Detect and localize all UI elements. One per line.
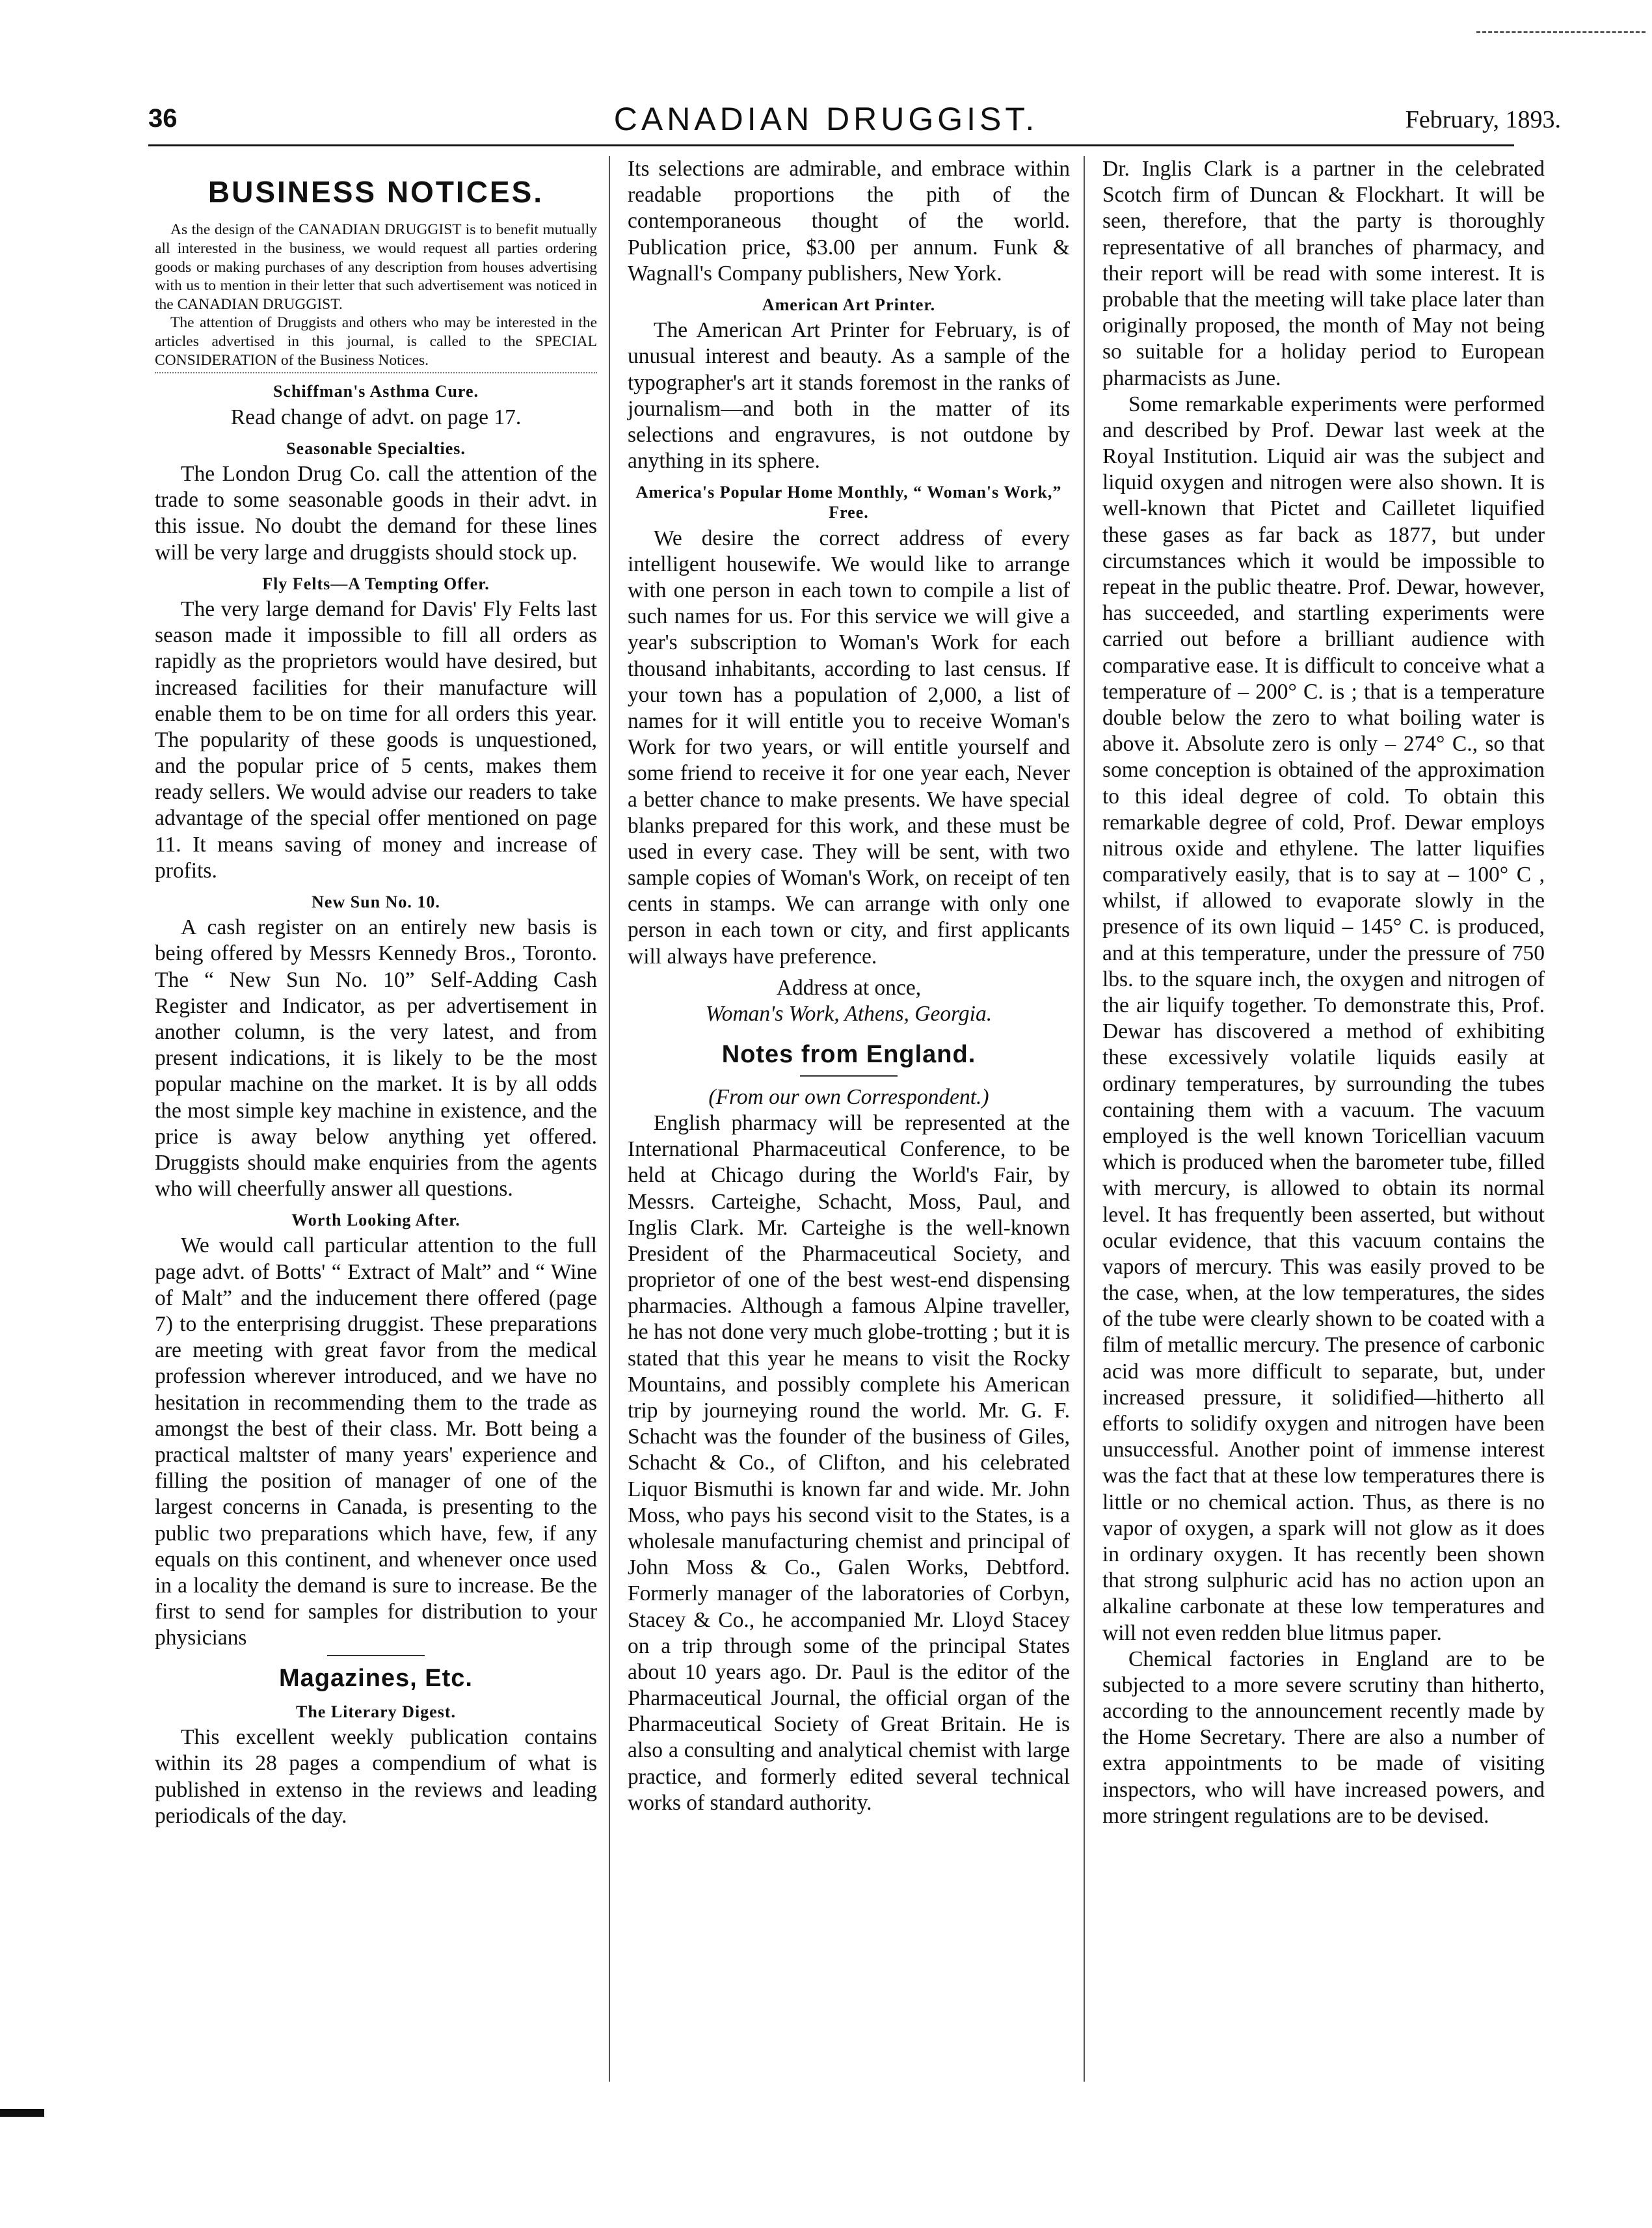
item-text: Its selections are admirable, and embrace within readable proportions the pith of the contemporaneous thought of the world. Publication price, $3.00 per annum. Funk & Wagnall's Company publishers, New York. (628, 157, 1070, 286)
page-number: 36 (148, 104, 178, 133)
article-paragraph: Some remarkable experiments were performed and described by Prof. Dewar last week at the Royal Institution. Liquid air was the subject and liquid oxygen and nitrogen were also shown. It is well-known that Pictet and Cailletet liquified these gases as far back as 1877, but under circumstances which it would be impossible to repeat in the public theatre. Prof. Dewar, however, has succeeded, and startling experiments were carried out before a brilliant audience with comparative ease. It is difficult to conceive what a temperature of – 200° C. is ; that is a temperature double below the zero to what boiling water is above it. Absolute zero is only – 274° C., so that some conception is obtained of the approximation to this ideal degree of cold. To obtain this remarkable degree of cold, Prof. Dewar employs nitrous oxide and ethylene. The latter liquifies comparatively easily, that is to say at – 100° C , whilst, if allowed to evaporate slowly in the presence of its own liquid – 145° C. is produced, and at this temperature, under the pressure of 750 lbs. to the square inch, the oxygen and nitrogen of the air liquify together. To demonstrate this, Prof. Dewar has discovered a method of exhibiting these excessively volatile liquids easily at ordinary temperatures, by surrounding the tubes containing them with a vacuum. The vacuum employed is the well known Toricellian vacuum which is produced when the barometer tube, filled with mercury, is allowed to obtain its normal level. It has frequently been asserted, but without ocular evidence, that this vacuum contains the vapors of mercury. This was easily proved to be the case, when, at the low temperatures, the sides of the tube were clearly shown to be coated with a film of metallic mercury. The presence of carbonic acid was more difficult to separate, but, under increased pressure, it solidified—hitherto all efforts to solidify oxygen and nitrogen have been unsuccessful. Another point of immense interest was the fact that at these low temperatures there is little or no chemical action. Thus, as there is no vapor of oxygen, a spark will not glow as it does in ordinary oxygen. It has recently been shown that strong sulphuric acid has no action upon an alkaline carbonate at these low temperatures and will not even redden blue litmus paper. (1102, 392, 1545, 1645)
byline: (From our own Correspondent.) (708, 1084, 989, 1109)
item-title: New Sun No. 10. (312, 893, 440, 911)
notes-from-england-heading: Notes from England. (721, 1041, 976, 1069)
item-text: We would call particular attention to the full page advt. of Botts' “ Extract of Malt” and “ Wine of Malt” and the inducement there offered (page 7) to the enterprising druggist. These preparations are meeting with great favor from the medical profession wherever introduced, and we have no hesitation in recommending them to the trade as amongst the best of their class. Mr. Bott being a practical maltster of many years' experience and filling the position of manager of one of the largest concerns in Canada, is presenting to the public two preparations which have, few, if any equals on this continent, and whenever once used in a locality the demand is sure to increase. Be the first to send for samples for distribution to your physicians (155, 1233, 597, 1650)
column-3 (1102, 156, 1545, 1829)
notice-paragraph: As the design of the CANADIAN DRUGGIST is to benefit mutually all interested in the business, we would request all parties ordering goods or making purchases of any description from houses advertising with us to mention in their letter that such advertisement was noticed in the CANADIAN DRUGGIST. (155, 221, 597, 313)
item-text: We desire the correct address of every intelligent housewife. We would like to arrange with one person in each town to compile a list of such names for us. For this service we will give a year's subscription to Woman's Work for each thousand inhabitants, according to last census. If your town has a population of 2,000, a list of names for it will entitle you to receive Woman's Work for two years, or will entitle yourself and some friend to receive it for one year each, Never a better chance to make presents. We have special blanks prepared for this work, and these must be used in every case. They will be sent, with two sample copies of Woman's Work, on receipt of ten cents in stamps. We can arrange with only one person in each town or city, and first applicants will always have preference. (628, 526, 1070, 969)
scan-edge-mark (1476, 31, 1645, 33)
address-line: Address at once, (776, 975, 922, 1000)
item-title: Schiffman's Asthma Cure. (273, 382, 479, 401)
item-text: The London Drug Co. call the attention of the trade to some seasonable goods in their advt. in this issue. No doubt the demand for these lines will be very large and druggists should stock up. (155, 462, 597, 565)
item-title: The Literary Digest. (295, 1702, 456, 1722)
item-title: Fly Felts—A Tempting Offer. (262, 574, 490, 593)
item-text: The American Art Printer for February, is of unusual interest and beauty. As a sample of the typographer's art it stands foremost in the ranks of journalism—and both in the matter of its selections and engravures, is not outdone by anything in its sphere. (628, 318, 1070, 474)
issue-date: February, 1893. (1405, 106, 1561, 133)
notice-paragraph: The attention of Druggists and others who may be interested in the articles advertised in this journal, is called to the SPECIAL CONSIDERATION of the Business Notices. (155, 314, 597, 369)
article-paragraph: English pharmacy will be represented at the International Pharmaceutical Conference, to be held at Chicago during the World's Fair, by Messrs. Carteighe, Schacht, Moss, Paul, and Inglis Clark. Mr. Carteighe is the well-known President of the Pharmaceutical Society, and proprietor of one of the best west-end dispensing pharmacies. Although a famous Alpine traveller, he has not done very much globe-trotting ; but it is stated that this year he means to visit the Rocky Mountains, and possibly complete his American trip by journeying round the world. Mr. G. F. Schacht was the founder of the business of Giles, Schacht & Co., of Clifton, and his celebrated Liquor Bismuthi is known far and wide. Mr. John Moss, who pays his second visit to the States, is a wholesale manufacturing chemist and principal of John Moss & Co., Galen Works, Debtford. Formerly manager of the laboratories of Corbyn, Stacey & Co., he accompanied Mr. Lloyd Stacey on a trip through some of the principal States about 10 years ago. Dr. Paul is the editor of the Pharmaceutical Journal, the official organ of the Pharmaceutical Society of Great Britain. He is also a consulting and analytical chemist with large practice, and formerly edited several technical works of standard authority. (628, 1110, 1070, 1815)
address-line: Woman's Work, Athens, Georgia. (705, 1002, 993, 1026)
masthead-title: CANADIAN DRUGGIST. (613, 101, 1039, 137)
article-paragraph: Dr. Inglis Clark is a partner in the celebrated Scotch firm of Duncan & Flockhart. It will be seen, therefore, that the party is thoroughly representative of all branches of pharmacy, and their report will be read with some interest. It is probable that the meeting will take place later than originally proposed, the month of May not being so suitable for a holiday period to European pharmacists as June. (1102, 157, 1545, 390)
item-title: Seasonable Specialties. (286, 438, 466, 458)
article-paragraph: Chemical factories in England are to be subjected to a more severe scrutiny than hitherto, according to the announcement recently made by the Home Secretary. There are also a number of extra appointments to be made of visiting inspectors, who will have increased powers, and more stringent regulations are to be devised. (1102, 1646, 1545, 1828)
section-rule (800, 1075, 898, 1077)
section-rule (327, 1655, 425, 1656)
item-text: Read change of advt. on page 17. (230, 405, 522, 429)
item-text: A cash register on an entirely new basis is being offered by Messrs Kennedy Bros., Toronto. The “ New Sun No. 10” Self-Adding Cash Register and Indicator, as per advertisement in another column, is the very latest, and from present indications, it is likely to be the most popular machine on the market. It is by all odds the most simple key machine in existence, and the price is away below anything yet offered. Druggists should make enquiries from the agents who will cheerfully answer all questions. (155, 915, 597, 1201)
column-divider (1084, 156, 1085, 2082)
item-title: Worth Looking After. (291, 1211, 460, 1230)
item-text: The very large demand for Davis' Fly Felts last season made it impossible to fill all orders as rapidly as the proprietors would have desired, but increased facilities for their manufacture will enable them to be on time for all orders this year. The popularity of these goods is unquestioned, and the popular price of 5 cents, makes them ready sellers. We would advise our readers to take advantage of the special offer mentioned on page 11. It means saving of money and increase of profits. (155, 597, 597, 883)
column-divider (609, 156, 610, 2082)
item-title: American Art Printer. (762, 295, 936, 314)
scan-bottom-mark (0, 2109, 44, 2117)
header-rule (148, 144, 1514, 146)
column-2 (628, 156, 1070, 1816)
business-notices-heading: BUSINESS NOTICES. (207, 175, 544, 209)
dotted-divider (155, 372, 597, 373)
item-text: This excellent weekly publication contains within its 28 pages a compendium of what is published in extenso in the reviews and leading periodicals of the day. (155, 1725, 597, 1828)
column-1 (155, 156, 597, 1829)
magazines-heading: Magazines, Etc. (279, 1665, 473, 1693)
item-title: America's Popular Home Monthly, “ Woman's Work,” Free. (635, 483, 1062, 522)
